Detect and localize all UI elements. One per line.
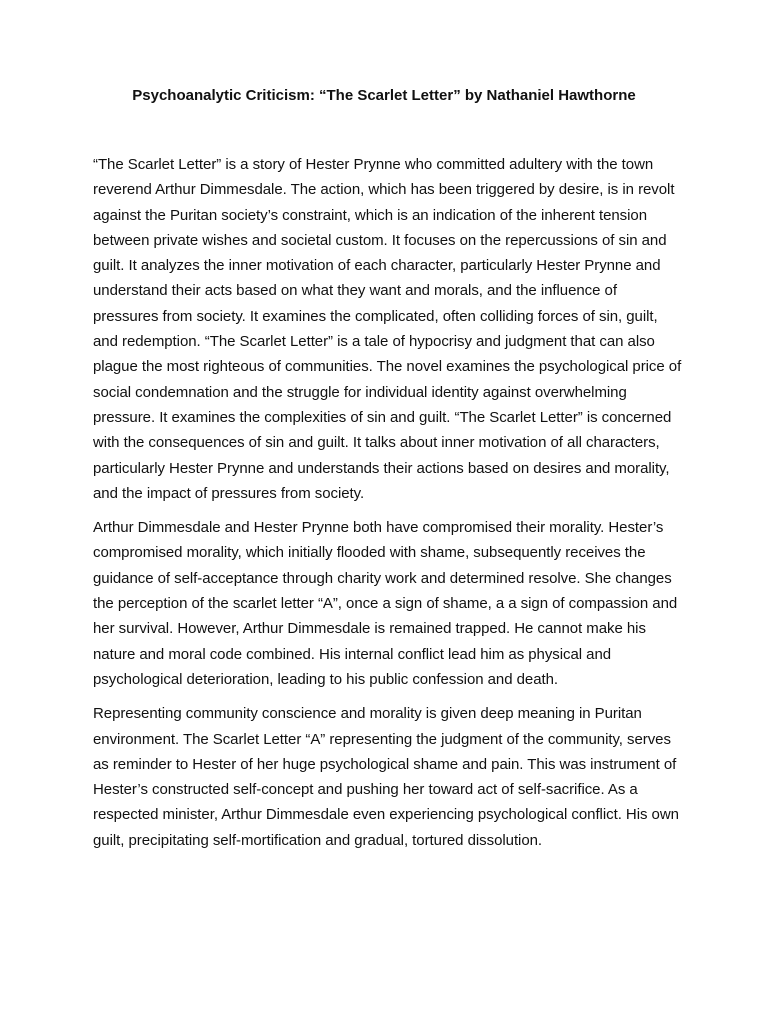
paragraph-1: “The Scarlet Letter” is a story of Hester Prynne who committed adultery with the town reverend Arthur Dimmesdale. The action, which has been triggered by desire, is in revolt against the Puritan society’s constraint, which is an indication of the inherent tension between private wishes and societal custom. It focuses on the repercussions of sin and guilt. It analyzes the inner motivation of each character, particularly Hester Prynne and understand their acts based on what they want and morals, and the influence of pressures from society. It examines the complicated, often colliding forces of sin, guilt, and redemption. “The Scarlet Letter” is a tale of hypocrisy and judgment that can also plague the most righteous of communities. The novel examines the psychological price of social condemnation and the struggle for individual identity against overwhelming pressure. It examines the complexities of sin and guilt. “The Scarlet Letter” is concerned with the consequences of sin and guilt. It talks about inner motivation of all characters, particularly Hester Prynne and understands their actions based on desires and morality, and the impact of pressures from society. — [93, 156, 682, 502]
paragraph-3: Representing community conscience and morality is given deep meaning in Puritan environment. The Scarlet Letter “A” representing the judgment of the community, serves as reminder to Hester of her huge psychological shame and pain. This was instrument of Hester’s constructed self-concept and pushing her toward act of self-sacrifice. As a respected minister, Arthur Dimmesdale even experiencing psychological conflict. His own guilt, precipitating self-mortification and gradual, tortured dissolution. — [93, 705, 679, 849]
document-body — [93, 152, 685, 862]
document-title: Psychoanalytic Criticism: “The Scarlet Letter” by Nathaniel Hawthorne — [132, 87, 636, 104]
paragraph-2: Arthur Dimmesdale and Hester Prynne both have compromised their morality. Hester’s compromised morality, which initially flooded with shame, subsequently receives the guidance of self-acceptance through charity work and determined resolve. She changes the perception of the scarlet letter “A”, once a sign of shame, a a sign of compassion and her survival. However, Arthur Dimmesdale is remained trapped. He cannot make his nature and moral code combined. His internal conflict lead him as physical and psychological deterioration, leading to his public confession and death. — [93, 519, 678, 688]
